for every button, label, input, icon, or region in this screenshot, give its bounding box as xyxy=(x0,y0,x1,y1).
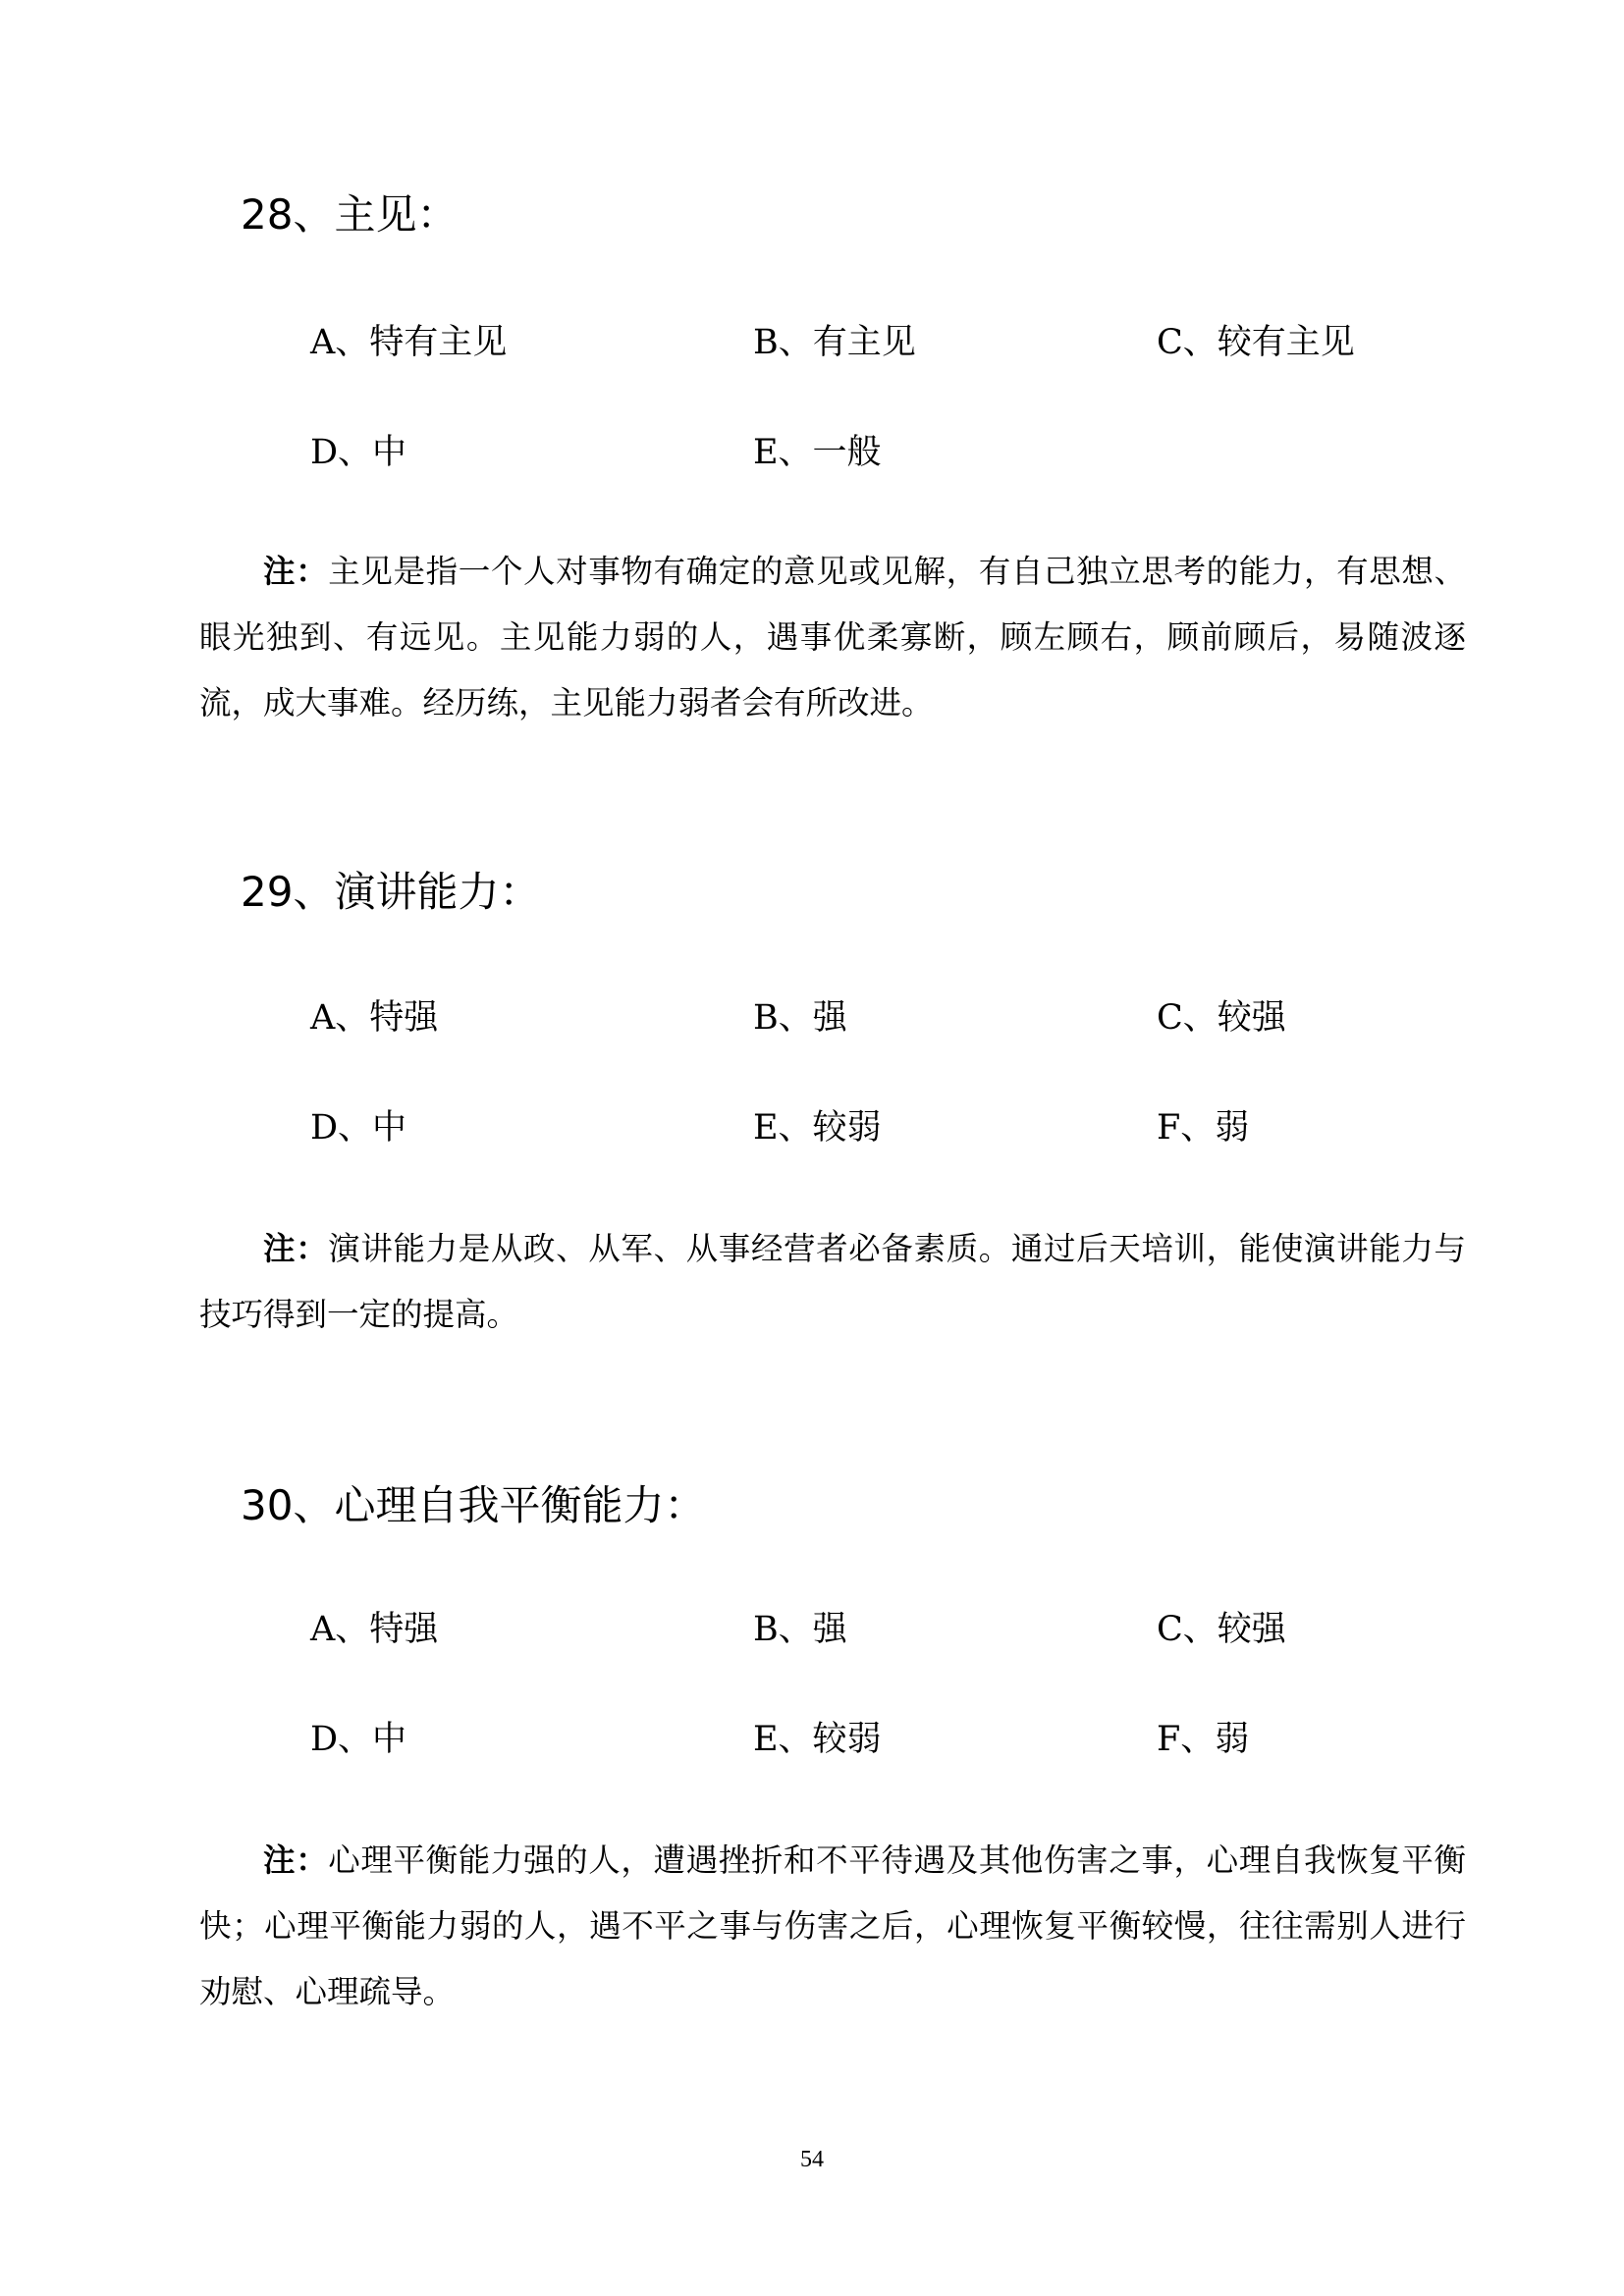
question-30-title: 30、心理自我平衡能力： xyxy=(241,1481,706,1529)
note-text: 心理平衡能力强的人，遭遇挫折和不平待遇及其他伤害之事，心理自我恢复平衡快；心理平衡能力弱的人，遇不平之事与伤害之后，心理恢复平衡较慢，往往需别人进行劝慰、心理疏导。 xyxy=(199,1842,1466,2010)
note-label: 注： xyxy=(263,1841,329,1879)
page-number: 54 xyxy=(800,2147,824,2172)
question-29-option-f: F、弱 xyxy=(1157,1108,1250,1148)
question-30-option-a: A、特强 xyxy=(310,1610,439,1649)
note-label: 注： xyxy=(263,1229,329,1267)
question-30-option-b: B、强 xyxy=(753,1610,847,1649)
question-30-option-f: F、弱 xyxy=(1157,1720,1250,1759)
question-30-note xyxy=(199,1827,1466,2025)
question-28-option-c: C、较有主见 xyxy=(1157,323,1355,362)
question-28-option-a: A、特有主见 xyxy=(310,323,508,362)
question-29-note xyxy=(199,1215,1466,1348)
question-29-option-a: A、特强 xyxy=(310,998,439,1038)
question-29-option-e: E、较弱 xyxy=(753,1108,882,1148)
note-text: 主见是指一个人对事物有确定的意见或见解，有自己独立思考的能力，有思想、眼光独到、有远见。主见能力弱的人，遇事优柔寡断，顾左顾右，顾前顾后，易随波逐流，成大事难。经历练，主见能力弱者会有所改进。 xyxy=(199,553,1466,721)
question-28-title: 28、主见： xyxy=(241,190,459,239)
question-29-title: 29、演讲能力： xyxy=(241,868,541,916)
question-29-option-d: D、中 xyxy=(310,1108,407,1148)
question-28-option-d: D、中 xyxy=(310,433,407,472)
question-28-note xyxy=(199,538,1466,736)
question-28-option-b: B、有主见 xyxy=(753,323,916,362)
question-30-option-c: C、较强 xyxy=(1157,1610,1286,1649)
question-30-option-d: D、中 xyxy=(310,1720,407,1759)
note-text: 演讲能力是从政、从军、从事经营者必备素质。通过后天培训，能使演讲能力与技巧得到一定的提高。 xyxy=(199,1230,1466,1333)
note-label: 注： xyxy=(263,552,329,590)
question-28-option-e: E、一般 xyxy=(753,433,882,472)
question-30-option-e: E、较弱 xyxy=(753,1720,882,1759)
question-29-option-c: C、较强 xyxy=(1157,998,1286,1038)
question-29-option-b: B、强 xyxy=(753,998,847,1038)
